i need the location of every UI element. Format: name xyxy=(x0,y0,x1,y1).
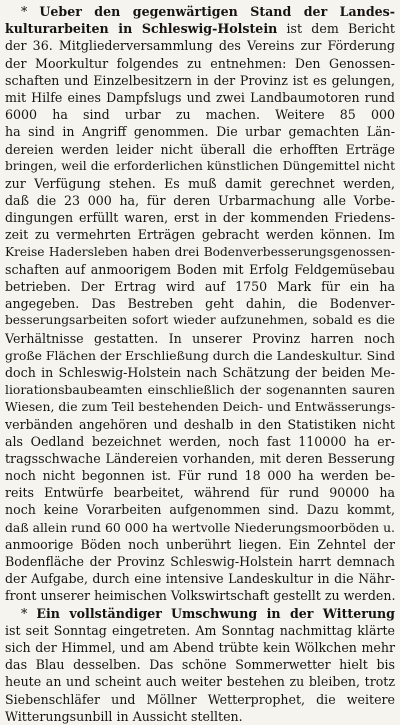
text-line: angegeben. Das Bestreben geht dahin, die Bodenver- xyxy=(5,296,395,312)
text-line: der Aufgabe, durch eine intensive Landeskultur in die Nähr- xyxy=(5,571,395,587)
text-line: ist seit Sonntag eingetreten. Am Sonntag nachmittag klärte xyxy=(5,622,395,638)
text-line: zur Verfügung stehen. Es muß damit gerechnet werden, xyxy=(5,175,395,191)
headline-emphasis: Ein vollständiger xyxy=(36,605,162,621)
text-line: dingungen erfüllt waren, erst in der kommenden Friedens- xyxy=(5,210,395,226)
text-line: daß die 23 000 ha, für deren Urbarmachung alle Vorbe- xyxy=(5,193,395,209)
text-line: Kreise Hadersleben haben drei Bodenverbesserungsgenossen- xyxy=(5,244,395,259)
text-line: schaften auf anmoorigem Boden mit Erfolg Feldgemüsebau xyxy=(5,261,395,277)
text-line: liorationsbaubeamten einschließlich der sogenannten sauren xyxy=(5,382,395,398)
text-line: mit Hilfe eines Dampfslugs und zwei Landbaumotoren rund xyxy=(5,89,395,105)
text-line: noch nicht begonnen ist. Für rund 18 000 ha werden be- xyxy=(5,468,395,484)
text-line: besserungsarbeiten sofort wieder aufzunehmen, sobald es die xyxy=(5,313,395,328)
text-line: der 36. Mitgliederversammlung des Vereins zur Förderung xyxy=(5,38,395,54)
text-line: große Flächen der Erschließung durch die Landeskultur. Sind xyxy=(5,347,396,363)
headline-emphasis: kulturarbeiten in Schleswig-Holstein xyxy=(5,21,278,37)
text-line: das Blau desselben. Das schöne Sommerwetter hielt bis xyxy=(5,657,395,673)
text-line: * Ueber den gegenwärtigen Stand der Landes- xyxy=(21,4,395,19)
headline-emphasis: Umschwung in der Witterung xyxy=(170,605,395,621)
text-line: 6000 ha sind urbar zu machen. Weitere 85 000 xyxy=(5,107,395,123)
text-line: ha sind in Angriff genommen. Die urbar gemachten Län- xyxy=(5,124,395,140)
article-landeskultur xyxy=(5,3,395,605)
text-line: tragsschwache Ländereien vorhanden, mit deren Besserung xyxy=(5,450,395,466)
article-witterung xyxy=(5,605,395,725)
text-line: sich der Himmel, und am Abend trübte kein Wölkchen mehr xyxy=(5,639,395,655)
text-line: verbänden angehören und deshalb in den Statistiken nicht xyxy=(5,416,395,432)
text-line: front unserer heimischen Volkswirtschaft gestellt zu werden. xyxy=(5,588,396,604)
headline-emphasis: Ueber den gegenwärtigen Stand der Landes- xyxy=(39,4,395,19)
text-line: daß allein rund 60 000 ha wertvolle Niederungsmoorböden u. xyxy=(5,519,395,535)
text-line: Bodenfläche der Provinz Schleswig-Holstein harrt demnach xyxy=(5,554,395,569)
text-line: Siebenschläfer und Möllner Wetterprophet, die weitere xyxy=(5,691,395,707)
text-line: * Ein vollständiger Umschwung in der Witterung xyxy=(21,605,395,621)
text-line: Witterungsunbill in Aussicht stellten. xyxy=(5,708,243,724)
text-line: kulturarbeiten in Schleswig-Holstein ist dem Bericht xyxy=(5,21,395,37)
text-line: reits Entwürfe bearbeitet, während für rund 90000 ha xyxy=(5,485,395,501)
text-line: Wiesen, die zum Teil bestehenden Deich- und Entwässerungs- xyxy=(5,399,396,415)
text-line: doch in Schleswig-Holstein nach Schätzung der beiden Me- xyxy=(5,364,395,380)
text-line: heute an und scheint auch weiter bestehen zu bleiben, trotz xyxy=(5,674,395,690)
text-line: schaften und Einzelbesitzern in der Provinz ist es gelungen, xyxy=(5,72,395,88)
text-line: Verhältnisse gestatten. In unserer Provinz harren noch xyxy=(5,330,395,346)
text-line: betrieben. Der Ertrag wird auf 1750 Mark für ein ha xyxy=(5,279,395,294)
text-line: dereien werden leider nicht überall die erhofften Erträge xyxy=(5,141,395,157)
text-line: zeit zu vermehrten Erträgen gebracht werden können. Im xyxy=(5,227,395,243)
text-line: anmoorige Böden noch unberührt liegen. Ein Zehntel der xyxy=(5,536,395,552)
text-line: als Oedland bezeichnet werden, noch fast 110000 ha er- xyxy=(5,433,395,449)
text-line: bringen, weil die erforderlichen künstlichen Düngemittel nicht xyxy=(5,158,395,173)
text-line: der Moorkultur folgendes zu entnehmen: Den Genossen- xyxy=(5,55,395,71)
text-line: noch keine Vorarbeiten aufgenommen sind. Dazu kommt, xyxy=(5,502,395,518)
